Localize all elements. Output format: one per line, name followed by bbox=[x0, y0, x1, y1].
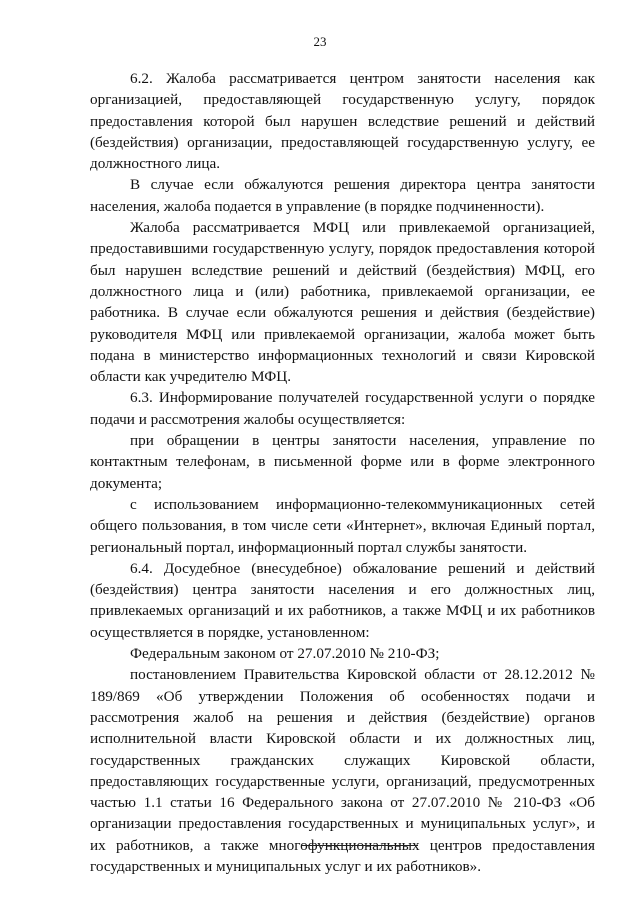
paragraph: постановлением Правительства Кировской области от 28.12.2012 № 189/869 «Об утверждении Положения об особенностях подачи и рассмотрения жалоб на решения и действия (бездействие) органов исполнительной власти Кировской области и их должностных лиц, государственных гражданских служащих Кировской области, предоставляющих государственные услуги, организаций, предусмотренных частью 1.1 статьи 16 Федерального закона от 27.07.2010 № 210-ФЗ «Об организации предоставления государственных и муниципальных услуг», и их работников, а также многофункциональных центров предоставления государственных и муниципальных услуг и их работников». bbox=[90, 666, 595, 875]
page-number: 23 bbox=[313, 34, 327, 49]
paragraph: с использованием информационно-телекоммуникационных сетей общего пользования, в том числе сети «Интернет», включая Единый портал, региональный портал, информационный портал службы занятости. bbox=[90, 495, 595, 556]
end-separator-line bbox=[302, 845, 418, 846]
paragraph: 6.4. Досудебное (внесудебное) обжалование решений и действий (бездействия) центра занятости населения и его должностных лиц, привлекаемых организаций и их работников, а также МФЦ и их работников осуществляется в порядке, установленном: bbox=[90, 559, 595, 641]
paragraph: 6.3. Информирование получателей государственной услуги о порядке подачи и рассмотрения жалобы осуществляется: bbox=[90, 389, 595, 428]
document-body bbox=[90, 68, 595, 877]
paragraph: 6.2. Жалоба рассматривается центром занятости населения как организацией, предоставляющей государственную услугу, порядок предоставления которой был нарушен вследствие решений и действий (бездействия) организации, предоставляющей государственную услугу, ее должностного лица. bbox=[90, 70, 595, 173]
paragraph: В случае если обжалуются решения директора центра занятости населения, жалоба подается в управление (в порядке подчиненности). bbox=[90, 176, 595, 215]
paragraph: Жалоба рассматривается МФЦ или привлекаемой организацией, предоставившими государственную услугу, порядок предоставления которой был нарушен вследствие решений и действий (бездействия) МФЦ, его должностного лица и (или) работника, привлекаемой организации, ее работника. В случае если обжалуются решения и действия (бездействие) руководителя МФЦ или привлекаемой организации, жалоба может быть подана в министерство информационных технологий и связи Кировской области как учредителю МФЦ. bbox=[90, 219, 595, 386]
paragraph: Федеральным законом от 27.07.2010 № 210-ФЗ; bbox=[130, 645, 440, 663]
paragraph: при обращении в центры занятости населения, управление по контактным телефонам, в письменной форме или в форме электронного документа; bbox=[90, 432, 595, 492]
